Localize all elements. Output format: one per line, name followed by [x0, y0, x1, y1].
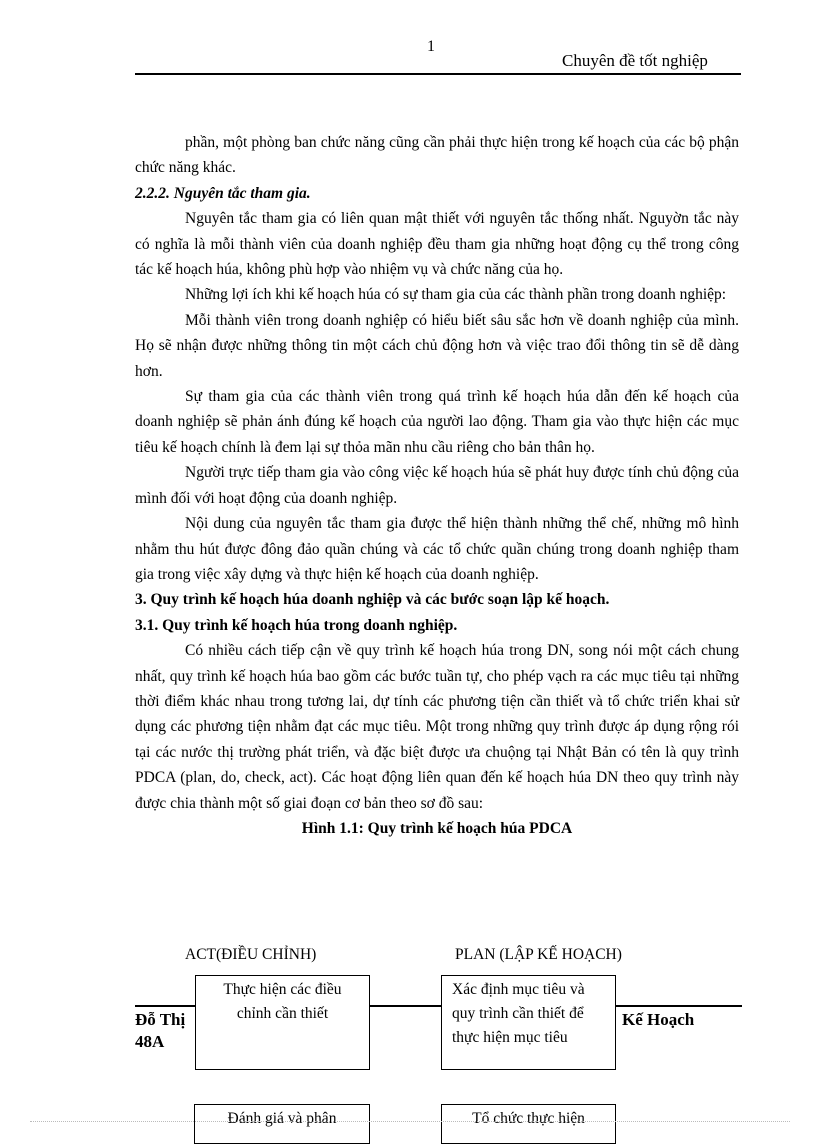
diagram-box-check — [194, 1104, 370, 1144]
header-title: Chuyên đề tốt nghiệp — [562, 51, 708, 70]
document-body — [135, 130, 739, 841]
diagram-box-act — [195, 975, 370, 1070]
footer-class: 48A — [135, 1032, 165, 1051]
footer-rule — [616, 1005, 742, 1007]
page-number: 1 — [427, 38, 435, 55]
paragraph: Có nhiều cách tiếp cận về quy trình kế hoạch húa trong DN, song nói một cách chung nhất, quy trình kế hoạch húa bao gồm các bước tuần tự, cho phép vạch ra các mục tiêu tại những thời điểm khác nhau trong tương lai, dự tính các phương tiện cần thiết và tổ chức triển khai sử dụng các phương tiện nhằm đạt các mục tiêu. Một trong những quy trình được áp dụng rộng rói tại các nước thị trường phát triển, và đặc biệt được ưa chuộng tại Nhật Bản có tên là quy trình PDCA (plan, do, check, act). Các hoạt động liên quan đến kế hoạch húa DN theo quy trình này được chia thành một số giai đoạn cơ bản theo sơ đồ sau: — [135, 642, 739, 812]
box-line: Thực hiện các điều — [223, 981, 342, 998]
paragraph: Mỗi thành viên trong doanh nghiệp có hiểu biết sâu sắc hơn về doanh nghiệp của mình. Họ sẽ nhận được những thông tin một cách chủ động hơn và việc trao đổi thông tin sẽ dễ dàng hơn. — [135, 311, 739, 380]
footer-rule — [370, 1005, 441, 1007]
diagram-box-do — [441, 1104, 616, 1144]
paragraph: Nguyên tắc tham gia có liên quan mật thiết với nguyên tắc thống nhất. Nguyờn tắc này có nghĩa là mỗi thành viên của doanh nghiệp đều tham gia những hoạt động cụ thể trong công tác kế hoạch húa, không phù hợp vào nhiệm vụ và chức năng của họ. — [135, 210, 739, 279]
page-bottom-dotted-line — [30, 1121, 790, 1122]
box-line: Đánh giá và phân — [227, 1110, 337, 1127]
box-line: chỉnh cần thiết — [236, 1005, 329, 1022]
box-line: quy trình cần thiết để — [452, 1005, 584, 1022]
box-line: Tổ chức thực hiện — [472, 1110, 585, 1127]
diagram-label-act: ACT(ĐIỀU CHỈNH) — [185, 946, 317, 963]
paragraph: Người trực tiếp tham gia vào công việc kế hoạch húa sẽ phát huy được tính chủ động của mình đối với hoạt động của doanh nghiệp. — [135, 464, 739, 507]
section-heading-2-2-2: 2.2.2. Nguyên tắc tham gia. — [135, 184, 311, 202]
figure-caption: Hình 1.1: Quy trình kế hoạch húa PDCA — [301, 819, 573, 837]
header-rule — [135, 73, 741, 75]
footer-department: Kế Hoạch — [622, 1010, 695, 1029]
box-line: thực hiện mục tiêu — [452, 1029, 568, 1046]
diagram-label-plan: PLAN (LẬP KẾ HOẠCH) — [455, 946, 622, 963]
paragraph: Nội dung của nguyên tắc tham gia được thể hiện thành những thể chế, những mô hình nhằm thu hút được đông đảo quần chúng và các tổ chức quần chúng trong doanh nghiệp tham gia trong việc xây dựng và thực hiện kế hoạch của doanh nghiệp. — [135, 515, 739, 583]
footer-rule — [135, 1005, 195, 1007]
box-line: Xác định mục tiêu và — [452, 981, 585, 998]
section-heading-3-1: 3.1. Quy trình kế hoạch húa trong doanh nghiệp. — [135, 616, 458, 634]
diagram-box-plan — [441, 975, 616, 1070]
paragraph: Sự tham gia của các thành viên trong quá trình kế hoạch húa dẫn đến kế hoạch của doanh nghiệp sẽ phản ánh đúng kế hoạch của người lao động. Tham gia vào thực hiện các mục tiêu kế hoạch chính là đem lại sự thỏa mãn nhu cầu riêng cho bản thân họ. — [135, 388, 739, 456]
section-heading-3: 3. Quy trình kế hoạch húa doanh nghiệp và các bước soạn lập kế hoạch. — [135, 591, 610, 609]
footer-author-name: Đỗ Thị — [135, 1010, 186, 1029]
paragraph: phần, một phòng ban chức năng cũng cần phải thực hiện trong kế hoạch của các bộ phận chức năng khác. — [135, 134, 739, 177]
paragraph: Những lợi ích khi kế hoạch húa có sự tham gia của các thành phần trong doanh nghiệp: — [185, 286, 727, 304]
